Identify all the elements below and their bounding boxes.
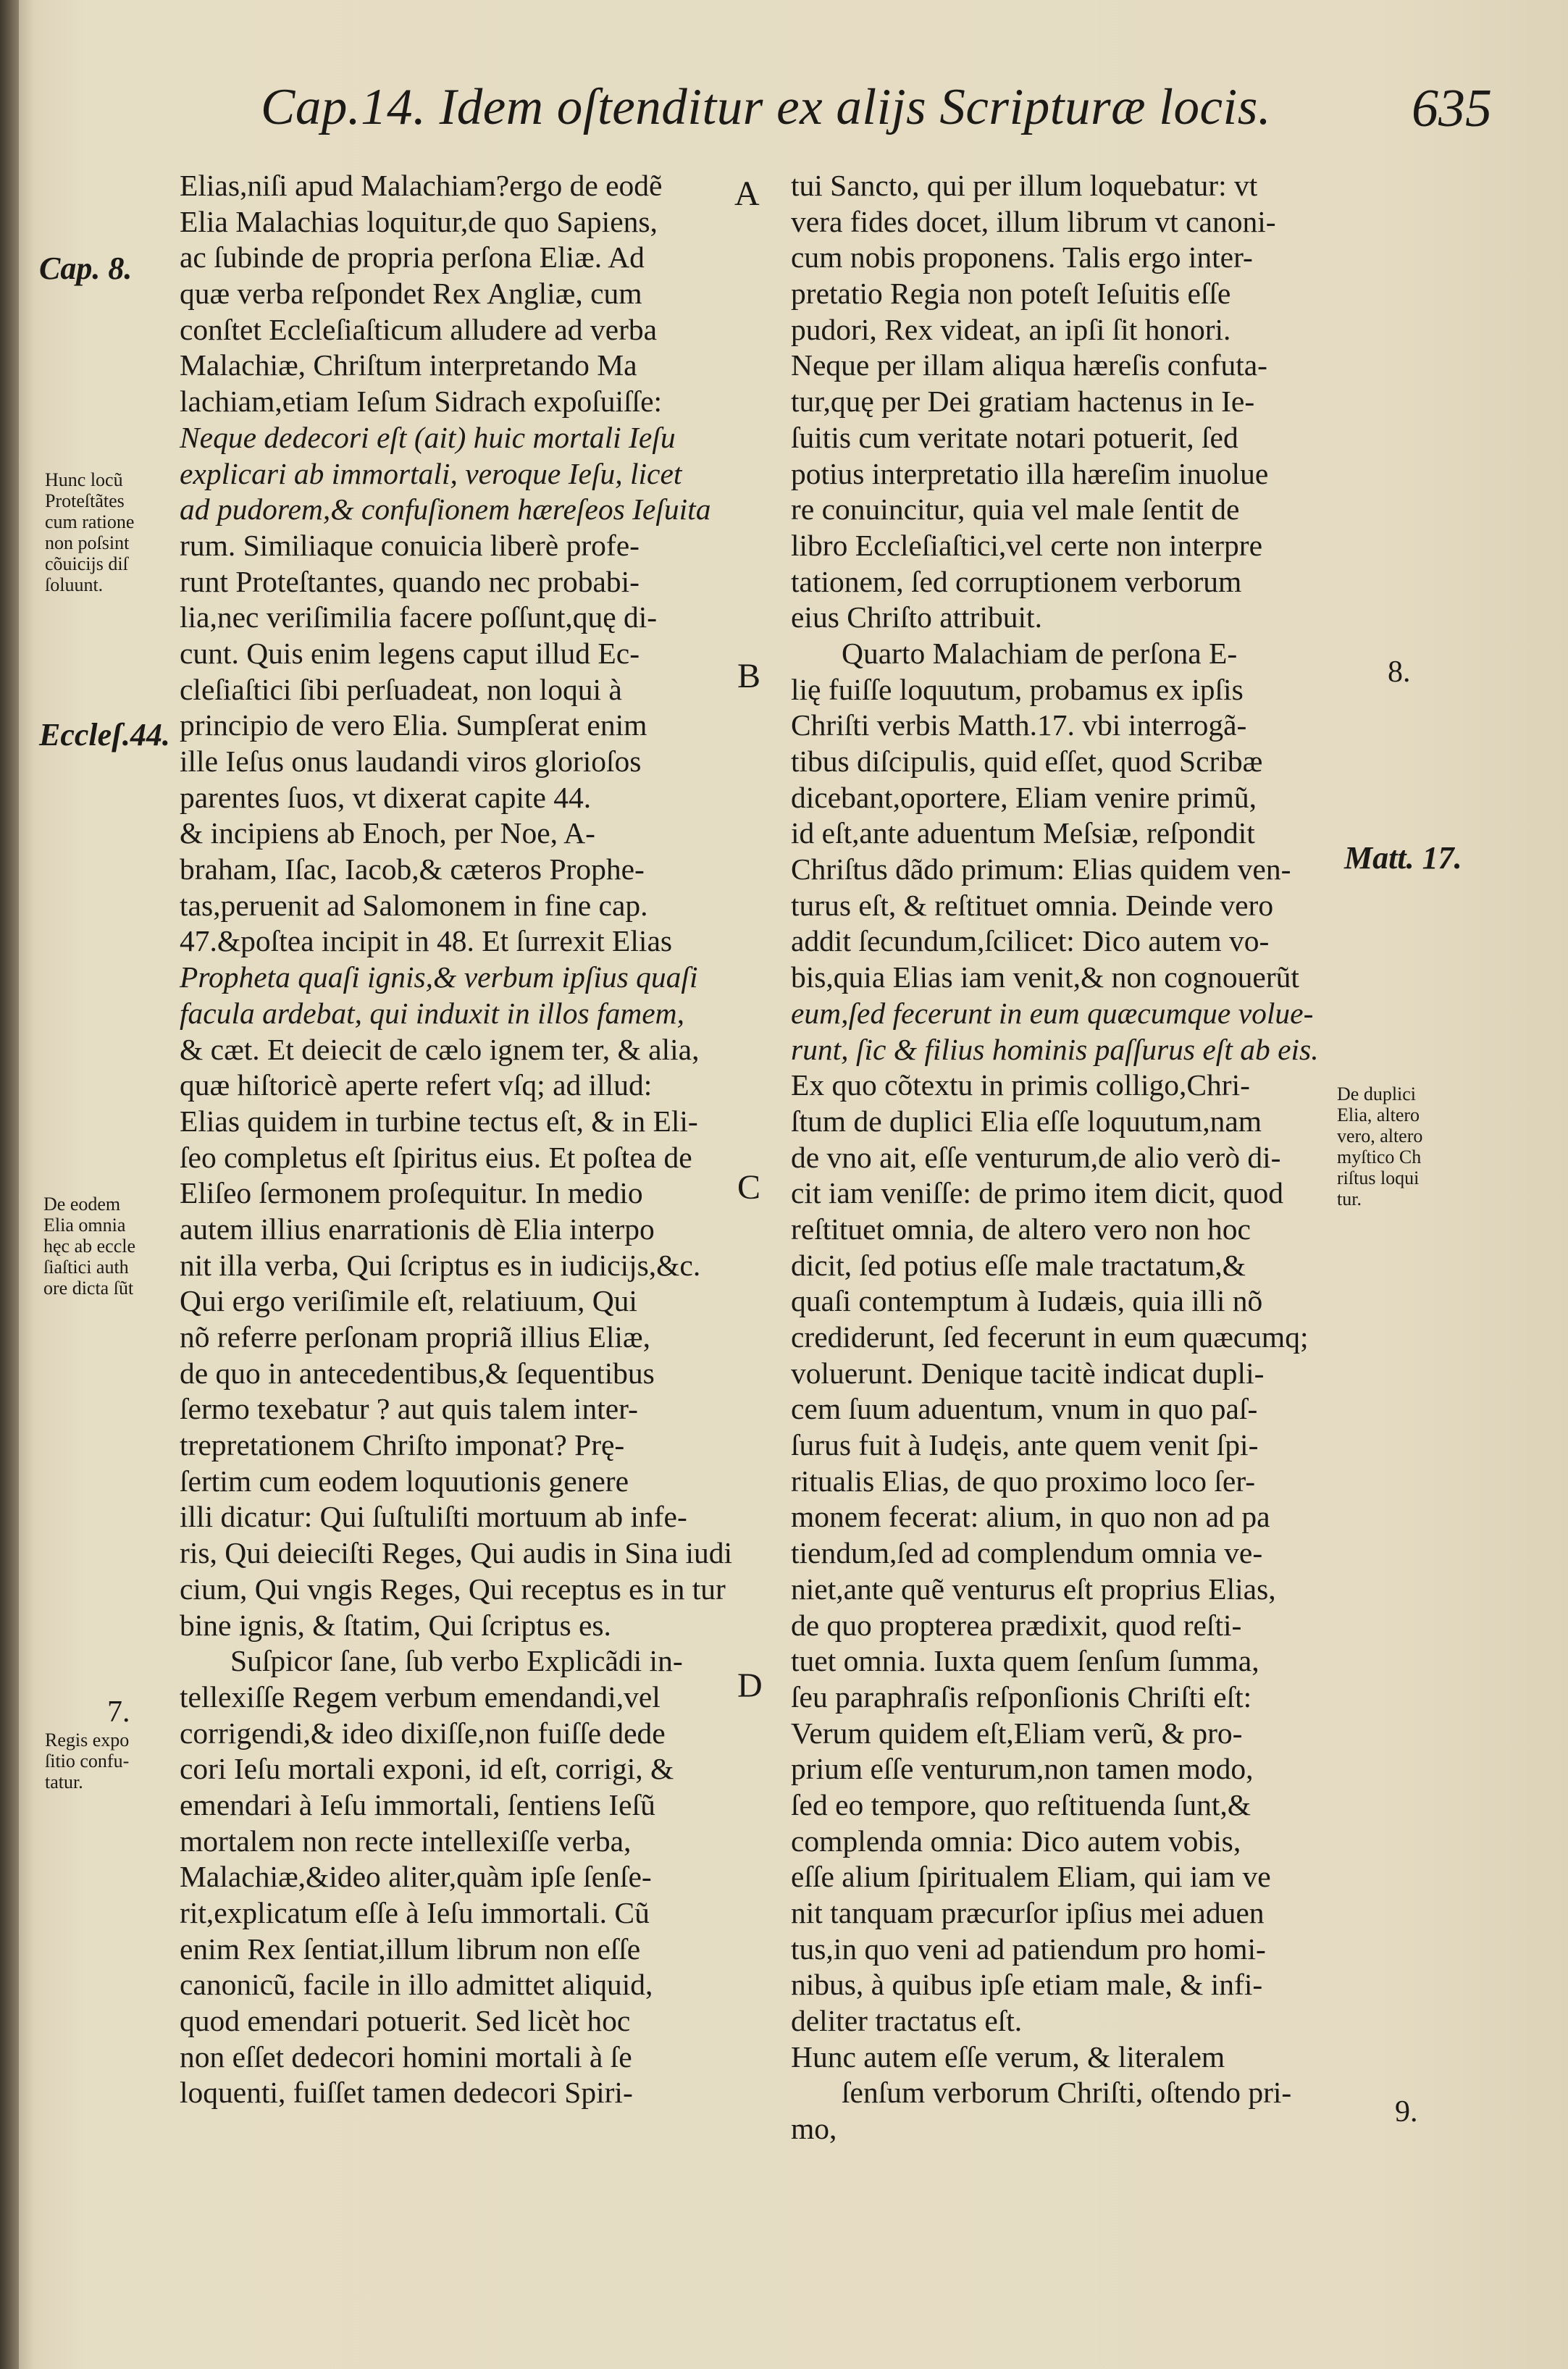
margin-note-line: De eodem <box>43 1194 121 1215</box>
margin-note-line: ſitio confu- <box>45 1750 130 1771</box>
margin-note-line: ſiaſtici auth <box>43 1257 129 1278</box>
text-line: illi dicatur: Qui ſuſtuliſti mortuum ab infe- <box>180 1500 687 1534</box>
text-line: addit ſecundum,ſcilicet: Dico autem vo- <box>791 924 1270 958</box>
margin-note-line: De duplici <box>1337 1083 1417 1104</box>
running-head-title: Cap.14. Idem oſtenditur ex alijs Scripturæ locis. <box>261 79 1272 135</box>
text-line: tas,peruenit ad Salomonem in fine cap. <box>180 888 648 922</box>
margin-note-line: non poſsint <box>45 532 130 553</box>
text-line: bis,quia Elias iam venit,& non cognouerũt <box>791 960 1299 994</box>
text-line: Ex quo cõtextu in primis colligo,Chri- <box>791 1068 1250 1102</box>
right-text-column <box>791 168 1338 2147</box>
text-line: quod emendari potuerit. Sed licèt hoc <box>180 2004 631 2038</box>
margin-note-line: tatur. <box>45 1771 83 1793</box>
text-line: Eliſeo ſermonem proſequitur. In medio <box>180 1176 643 1210</box>
text-line: emendari à Ieſu immortali, ſentiens Ieſũ <box>180 1787 655 1821</box>
text-line: eſſe alium ſpiritualem Eliam, qui iam ve <box>791 1860 1271 1894</box>
text-line: rum. Similiaque conuicia liberè profe- <box>180 528 640 562</box>
text-line: tationem, ſed corruptionem verborum <box>791 564 1242 598</box>
margin-note-line: riſtus loqui <box>1337 1167 1420 1188</box>
margin-note-hunc-locum <box>45 469 134 595</box>
text-line: conſtet Eccleſiaſticum alludere ad verba <box>180 312 658 346</box>
margin-section-number-9: 9. <box>1395 2095 1418 2129</box>
text-line: potius interpretatio illa hæreſim inuolue <box>791 456 1269 490</box>
text-line: voluerunt. Denique tacitè indicat dupli- <box>791 1356 1265 1390</box>
margin-note-regis <box>45 1729 129 1793</box>
text-line: Propheta quaſi ignis,& verbum ipſius quaſi <box>180 960 698 994</box>
margin-note-line: vero, altero <box>1337 1125 1423 1146</box>
margin-note-cap8: Cap. 8. <box>39 251 133 286</box>
text-line: canonicũ, facile in illo admittet aliquid, <box>180 1968 653 2002</box>
text-line: ille Ieſus onus laudandi viros glorioſos <box>180 745 642 778</box>
text-line: ſenſum verborum Chriſti, oſtendo pri- <box>842 2076 1292 2110</box>
text-line: tibus diſcipulis, quid eſſet, quod Scribæ <box>791 745 1263 778</box>
text-line: lię fuiſſe loquutum, probamus ex ipſis <box>791 672 1244 706</box>
text-line: trepretationem Chriſto imponat? Prę- <box>180 1428 625 1462</box>
text-line: ſed eo tempore, quo reſtituenda ſunt,& <box>791 1787 1252 1821</box>
margin-note-line: cum ratione <box>45 511 135 532</box>
text-line: parentes ſuos, vt dixerat capite 44. <box>180 780 592 814</box>
text-line: cori Ieſu mortali exponi, id eſt, corrigi, & <box>180 1752 674 1786</box>
text-line: Chriſtus dãdo primum: Elias quidem ven- <box>791 852 1291 886</box>
text-line: Qui ergo veriſimile eſt, relatiuum, Qui <box>180 1284 637 1318</box>
text-line: niet,ante quẽ venturus eſt proprius Elias, <box>791 1572 1276 1606</box>
text-line: eum,ſed fecerunt in eum quæcumque volue- <box>791 996 1314 1030</box>
text-line: crediderunt, ſed fecerunt in eum quæcumq; <box>791 1320 1309 1354</box>
text-line: Elias quidem in turbine tectus eſt, & in Eli- <box>180 1104 698 1138</box>
text-line: nõ referre perſonam propriã illius Eliæ, <box>180 1320 650 1354</box>
text-line: de vno ait, eſſe venturum,de alio verò di- <box>791 1140 1281 1174</box>
text-line: tur,quę per Dei gratiam hactenus in Ie- <box>791 385 1255 419</box>
text-line: Neque per illam aliqua hæreſis confuta- <box>791 348 1268 382</box>
text-line: tuet omnia. Iuxta quem ſenſum ſumma, <box>791 1644 1259 1678</box>
section-letter-a: A <box>734 175 760 213</box>
text-line: loquenti, fuiſſet tamen dedecori Spiri- <box>180 2076 633 2110</box>
margin-note-line: Elia omnia <box>43 1215 126 1236</box>
text-line: tellexiſſe Regem verbum emendandi,vel <box>180 1680 661 1714</box>
margin-note-line: Regis expo <box>45 1729 130 1750</box>
text-line: quaſi contemptum à Iudæis, quia illi nõ <box>791 1284 1263 1318</box>
text-line: ſertim cum eodem loquutionis genere <box>180 1464 629 1498</box>
text-line: Hunc autem eſſe verum, & literalem <box>791 2039 1225 2074</box>
text-line: deliter tractatus eſt. <box>791 2004 1023 2038</box>
text-line: turus eſt, & reſtituet omnia. Deinde vero <box>791 888 1274 922</box>
text-line: & incipiens ab Enoch, per Noe, A- <box>180 816 595 850</box>
text-line: ſtum de duplici Elia eſſe loquutum,nam <box>791 1104 1262 1138</box>
text-line: Elias,niſi apud Malachiam?ergo de eodẽ <box>180 169 663 202</box>
text-line: enim Rex ſentiat,illum librum non eſſe <box>180 1932 641 1966</box>
text-line: 47.&poſtea incipit in 48. Et ſurrexit Elias <box>180 924 673 958</box>
text-line: cum nobis proponens. Talis ergo inter- <box>791 240 1253 274</box>
section-letter-c: C <box>737 1168 761 1207</box>
text-line: quæ verba reſpondet Rex Angliæ, cum <box>180 277 642 311</box>
text-line: ritualis Elias, de quo proximo loco ſer- <box>791 1464 1256 1498</box>
text-line: prium eſſe venturum,non tamen modo, <box>791 1752 1254 1786</box>
text-line: nit tanquam præcurſor ipſius mei aduen <box>791 1896 1265 1929</box>
running-head <box>261 78 1492 143</box>
margin-note-line: Proteſtãtes <box>45 490 125 511</box>
text-line: vera fides docet, illum librum vt canoni- <box>791 204 1276 238</box>
text-line: ris, Qui deieciſti Reges, Qui audis in Sina iudi <box>180 1536 733 1570</box>
text-line: dicebant,oportere, Eliam venire primũ, <box>791 780 1257 814</box>
text-line: tui Sancto, qui per illum loquebatur: vt <box>791 169 1258 202</box>
text-line: de quo propterea prædixit, quod reſti- <box>791 1608 1242 1642</box>
text-line: explicari ab immortali, veroque Ieſu, licet <box>180 456 682 490</box>
margin-note-line: Elia, altero <box>1337 1104 1420 1125</box>
text-line: Malachiæ,&ideo aliter,quàm ipſe ſenſe- <box>180 1860 652 1894</box>
text-line: ſeo completus eſt ſpiritus eius. Et poſtea de <box>180 1140 692 1174</box>
text-line: cium, Qui vngis Reges, Qui receptus es in tur <box>180 1572 726 1606</box>
text-line: ſeu paraphraſis reſponſionis Chriſti eſt: <box>791 1680 1252 1714</box>
text-line: mortalem non recte intellexiſſe verba, <box>180 1824 632 1858</box>
margin-note-de-eodem <box>43 1194 135 1299</box>
text-line: cit iam veniſſe: de primo item dicit, quod <box>791 1176 1283 1210</box>
margin-note-eccles44: Eccleſ.44. <box>39 717 170 752</box>
text-line: autem illius enarrationis dè Elia interpo <box>180 1212 655 1246</box>
page-number: 635 <box>1412 79 1492 138</box>
text-line: non eſſet dedecori homini mortali à ſe <box>180 2039 632 2074</box>
text-line: libro Eccleſiaſtici,vel certe non interpre <box>791 528 1263 562</box>
text-line: de quo in antecedentibus,& ſequentibus <box>180 1356 655 1390</box>
margin-section-number-7: 7. <box>107 1695 130 1729</box>
text-line: Malachiæ, Chriſtum interpretando Ma <box>180 348 637 382</box>
text-line: facula ardebat, qui induxit in illos famem, <box>180 996 684 1030</box>
text-line: runt Proteſtantes, quando nec probabi- <box>180 564 640 598</box>
text-line: & cæt. Et deiecit de cælo ignem ter, & alia, <box>180 1032 700 1066</box>
section-letter-b: B <box>737 657 761 695</box>
text-line: Neque dedecori eſt (ait) huic mortali Ieſu <box>180 420 676 454</box>
text-line: reſtituet omnia, de altero vero non hoc <box>791 1212 1251 1246</box>
text-line: Elia Malachias loquitur,de quo Sapiens, <box>180 204 658 238</box>
text-line: complenda omnia: Dico autem vobis, <box>791 1824 1241 1858</box>
text-line: Verum quidem eſt,Eliam verũ, & pro- <box>791 1716 1243 1750</box>
text-line: Chriſti verbis Matth.17. vbi interrogã- <box>791 708 1247 742</box>
text-line: principio de vero Elia. Sumpſerat enim <box>180 708 647 742</box>
text-line: monem fecerat: alium, in quo non ad pa <box>791 1500 1270 1534</box>
margin-note-line: hęc ab eccle <box>43 1236 136 1257</box>
text-line: pretatio Regia non poteſt Ieſuitis eſſe <box>791 277 1231 311</box>
margin-note-line: ſoluunt. <box>45 574 104 595</box>
left-text-column <box>180 168 745 2111</box>
text-line: lachiam,etiam Ieſum Sidrach expoſuiſſe: <box>180 385 663 419</box>
text-line: pudori, Rex videat, an ipſi ſit honori. <box>791 312 1231 346</box>
text-line: quæ hiſtoricè aperte refert vſq; ad illud: <box>180 1068 653 1102</box>
text-line: mo, <box>791 2112 837 2146</box>
text-line: Quarto Malachiam de perſona E- <box>842 636 1238 670</box>
text-line: runt, ſic & filius hominis paſſurus eſt ab eis. <box>791 1032 1319 1066</box>
text-line: lia,nec veriſimilia facere poſſunt,quę di- <box>180 600 658 634</box>
text-line: eius Chriſto attribuit. <box>791 600 1042 634</box>
text-line: cunt. Quis enim legens caput illud Ec- <box>180 636 640 670</box>
margin-note-line: tur. <box>1337 1188 1362 1209</box>
margin-note-de-duplici <box>1337 1083 1422 1209</box>
text-line: ſuitis cum veritate notari potuerit, ſed <box>791 420 1238 454</box>
text-line: cleſiaſtici ſibi perſuadeat, non loqui à <box>180 672 622 706</box>
text-line: re conuincitur, quia vel male ſentit de <box>791 492 1240 527</box>
text-line: ad pudorem,& confuſionem hæreſeos Ieſuita <box>180 492 711 527</box>
margin-note-line: myſtico Ch <box>1337 1146 1422 1167</box>
margin-note-line: cõuicijs diſ <box>45 553 128 574</box>
margin-note-line: ore dicta ſũt <box>43 1278 134 1299</box>
text-line: id eſt,ante aduentum Meſsiæ, reſpondit <box>791 816 1255 850</box>
text-line: rit,explicatum eſſe à Ieſu immortali. Cũ <box>180 1896 650 1929</box>
text-line: nibus, à quibus ipſe etiam male, & infi- <box>791 1968 1263 2002</box>
text-line: tiendum,ſed ad complendum omnia ve- <box>791 1536 1263 1570</box>
text-line: bine ignis, & ſtatim, Qui ſcriptus es. <box>180 1608 611 1642</box>
text-line: ſermo texebatur ? aut quis talem inter- <box>180 1392 638 1426</box>
text-line: Suſpicor ſane, ſub verbo Explicãdi in- <box>230 1644 683 1678</box>
text-line: corrigendi,& ideo dixiſſe,non fuiſſe dede <box>180 1716 666 1750</box>
section-letter-d: D <box>737 1666 763 1705</box>
book-spine <box>0 0 19 2369</box>
text-line: cem ſuum aduentum, vnum in quo paſ- <box>791 1392 1258 1426</box>
margin-note-matt17: Matt. 17. <box>1344 840 1462 876</box>
text-line: ac ſubinde de propria perſona Eliæ. Ad <box>180 240 645 274</box>
text-line: braham, Iſac, Iacob,& cæteros Prophe- <box>180 852 645 886</box>
text-line: tus,in quo veni ad patiendum pro homi- <box>791 1932 1266 1966</box>
text-line: dicit, ſed potius eſſe male tractatum,& <box>791 1248 1246 1282</box>
margin-note-line: Hunc locũ <box>45 469 123 490</box>
text-line: ſurus fuit à Iudęis, ante quem venit ſpi- <box>791 1428 1259 1462</box>
text-line: nit illa verba, Qui ſcriptus es in iudicijs,&c. <box>180 1248 701 1282</box>
margin-section-number-8: 8. <box>1388 655 1411 689</box>
